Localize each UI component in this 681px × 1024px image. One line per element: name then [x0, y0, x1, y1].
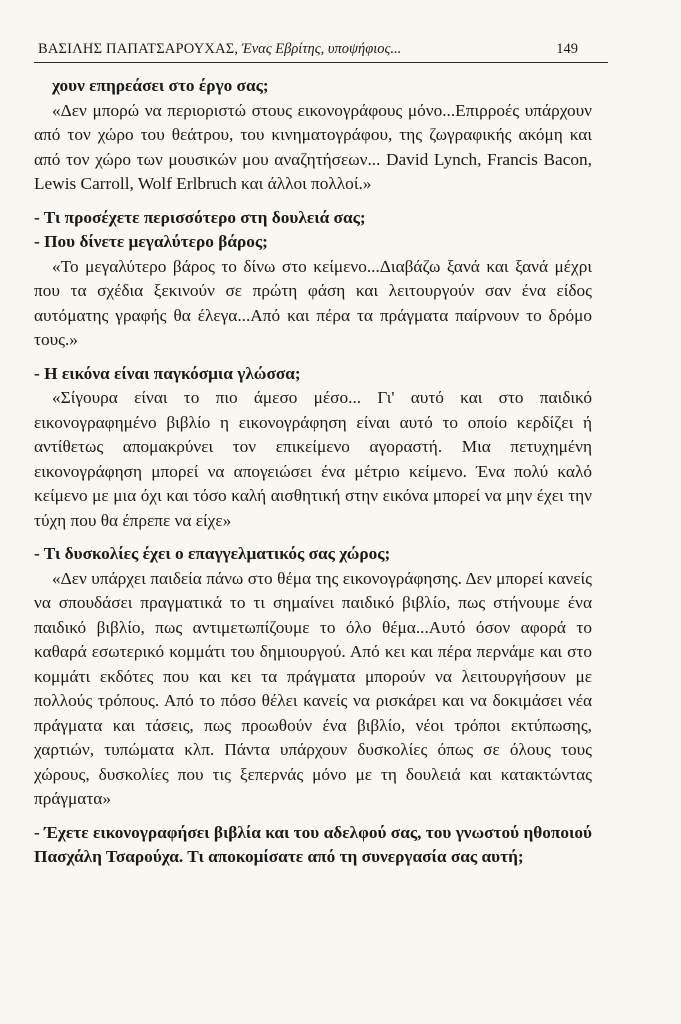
page-number: 149 [556, 41, 578, 57]
question: - Η εικόνα είναι παγκόσμια γλώσσα; [34, 363, 301, 383]
question: - Τι προσέχετε περισσότερο στη δουλειά σας; [34, 207, 366, 227]
header-author: ΒΑΣΙΛΗΣ ΠΑΠΑΤΣΑΡΟΥΧΑΣ, [38, 41, 239, 57]
question-continued: χουν επηρεάσει στο έργο σας; [52, 76, 269, 95]
answer-paragraph: «Σίγουρα είναι το πιο άμεσο μέσο... Γι' αυτό και στο παιδικό εικονογραφημένο βιβλίο η εικονογράφηση είναι αυτό το οποίο κερδίζει ή αντίθετως απομακρύνει τον επικείμενο αγοραστή. Μια πετυχημένη εικονογράφηση μπορεί να απογειώσει ένα μέτριο κείμενο. Ένα πολύ καλό κείμενο με μια όχι και τόσο καλή αισθητική στην εικόνα μπορεί να μην έχει την τύχη που θα έπρεπε να είχε» [34, 388, 592, 530]
question: - Που δίνετε μεγαλύτερο βάρος; [34, 232, 268, 251]
question: - Τι δυσκολίες έχει ο επαγγελματικός σας χώρος; [34, 544, 391, 563]
header-title: Ένας Εβρίτης, υποψήφιος... [241, 41, 402, 57]
header-rule [34, 62, 608, 63]
page-body [34, 74, 592, 870]
question: - Έχετε εικονογραφήσει βιβλία και του αδελφού σας, του γνωστού ηθοποιού Πασχάλη Τσαρούχα. Τι αποκομίσατε από τη συνεργασία σας αυτή; [34, 822, 592, 866]
answer-paragraph: «Δεν υπάρχει παιδεία πάνω στο θέμα της εικονογράφησης. Δεν μπορεί κανείς να σπουδάσει πραγματικά το τι σημαίνει παιδικό βιβλίο, πως στήνουμε ένα παιδικό βιβλίο, πως αντιμετωπίζουμε το όλο θέμα...Αυτό όσον αφορά το καθαρά εσωτερικό κομμάτι του δημιουργού. Από κει και πέρα περνάμε και στο κομμάτι εκδότες που και κει τα πράγματα μπορούν να λειτουργήσουν με πολλούς τρόπους. Από το πόσο θέλει κανείς να ρισκάρει και να δοκιμάσει νέα πράγματα και τάσεις, πως προωθούν ένα βιβλίο, νέοι τρόποι εκτύπωσης, χαρτιών, τυπώματα κλπ. Πάντα υπάρχουν δυσκολίες όπως σε όλους τους χώρους, δυσκολίες που τις ξεπερνάς μόνο με τη δουλειά και κατακτώντας πράγματα» [34, 568, 592, 808]
answer-paragraph: «Δεν μπορώ να περιοριστώ στους εικονογράφους μόνο...Επιρροές υπάρχουν από τον χώρο του θεάτρου, του κινηματογράφου, της ζωγραφικής ακόμη και από τον χώρο των μουσικών μου αναζητήσεων... David Lynch, Francis Bacon, Lewis Carroll, Wolf Erlbruch και άλλοι πολλοί.» [34, 100, 592, 193]
running-header [38, 40, 578, 58]
answer-paragraph: «Το μεγαλύτερο βάρος το δίνω στο κείμενο...Διαβάζω ξανά και ξανά μέχρι που τα σχέδια ξεκινούν σε πρώτη φάση και λειτουργούν σαν ένα είδος αυτόματης γραφής θα έλεγα...Από και πέρα τα πράγματα παίρνουν το δρόμο τους.» [34, 256, 592, 349]
